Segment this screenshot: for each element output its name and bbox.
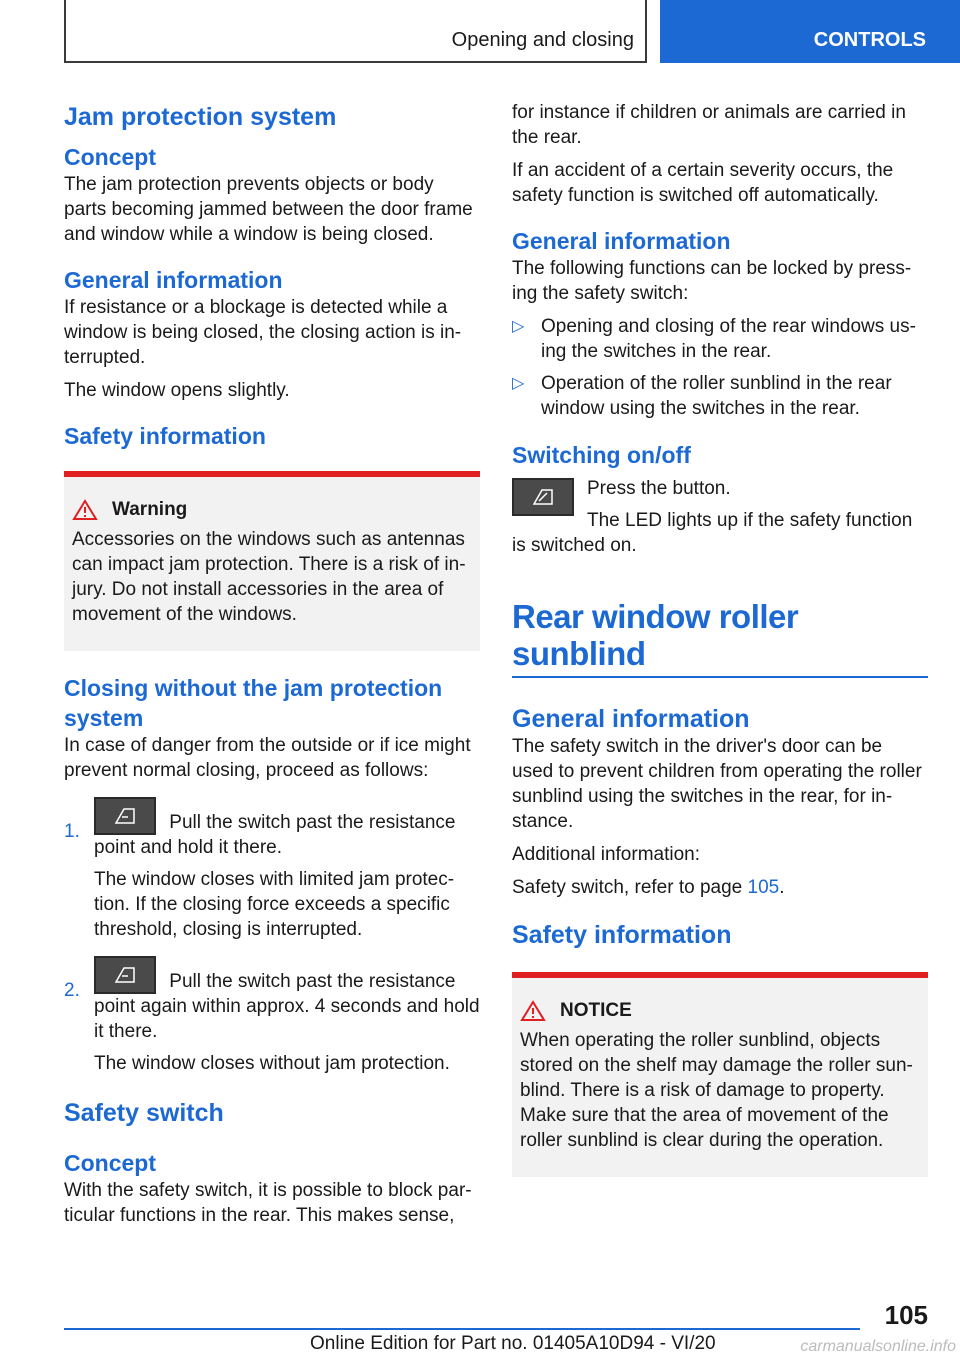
concept-text: The jam protection prevents objects or body parts becoming jammed between the door frame and window while a window is being closed.	[64, 174, 473, 245]
triangle-bullet-icon: ▷	[512, 318, 525, 335]
notice-title: NOTICE	[560, 1000, 632, 1021]
step-number: 1.	[64, 821, 80, 842]
window-switch-icon	[94, 797, 156, 835]
general-info-text-2: The window opens slightly.	[64, 380, 290, 401]
triangle-bullet-icon: ▷	[512, 375, 525, 392]
continued-text: for instance if children or animals are carried in the rear.	[512, 102, 906, 148]
step-subtext: The window closes with limited jam protec- tion. If the closing force exceeds a specific threshold, closing is interrupted.	[94, 869, 455, 940]
step-text: Pull the switch past the resistance point and hold it there.	[94, 812, 456, 858]
bullet-item: ▷ Opening and closing of the rear windows us- ing the switches in the rear.	[512, 316, 916, 362]
notice-text: When operating the roller sunblind, objects stored on the shelf may damage the roller sun- blind. There is a risk of damage to property. Make sure that the area of movement of the roller sunblind is clear during the operation.	[520, 1030, 913, 1151]
lock-functions-text: The following functions can be locked by press- ing the safety switch:	[512, 258, 912, 304]
warning-triangle-icon	[72, 499, 98, 521]
watermark: carmanualsonline.info	[800, 1338, 956, 1355]
heading-general-info-2: General information	[512, 228, 731, 254]
safety-switch-icon	[512, 478, 574, 516]
heading-rule	[512, 676, 928, 678]
heading-closing-without: Closing without the jam protection system	[64, 675, 443, 731]
warning-title: Warning	[112, 499, 188, 520]
step-number: 2.	[64, 980, 80, 1001]
edition-text: Online Edition for Part no. 01405A10D94 - VI/20	[310, 1333, 716, 1354]
left-column	[64, 100, 480, 1228]
heading-safety-info: Safety information	[64, 423, 266, 449]
right-column	[512, 100, 928, 1177]
general-info-text: If resistance or a blockage is detected while a window is being closed, the closing action is in- terrupted.	[64, 297, 462, 368]
led-text: is switched on.	[512, 535, 637, 556]
warning-box	[64, 471, 480, 651]
heading-switching: Switching on/off	[512, 442, 691, 468]
notice-triangle-icon	[520, 1000, 546, 1022]
step-text: Pull the switch past the resistance point again within approx. 4 seconds and hold it there.	[94, 971, 480, 1042]
heading-rear-sunblind: Rear window roller sunblind	[512, 598, 799, 672]
heading-safety-switch: Safety switch	[64, 1099, 224, 1127]
footer-rule	[64, 1328, 860, 1330]
page-link[interactable]: 105	[747, 877, 780, 898]
heading-concept-2: Concept	[64, 1150, 156, 1176]
bullet-list	[512, 314, 928, 421]
sunblind-info-text: The safety switch in the driver's door can be used to prevent children from operating the roller sunblind using the switches in the rear, for in- stance.	[512, 736, 922, 832]
heading-jam-protection: Jam protection system	[64, 103, 337, 131]
step-subtext: The window closes without jam protection.	[94, 1053, 450, 1074]
additional-info-label: Additional information:	[512, 844, 700, 865]
closing-text: In case of danger from the outside or if ice might prevent normal closing, proceed as follows:	[64, 735, 471, 781]
concept-text-2: With the safety switch, it is possible to block par- ticular functions in the rear. This makes sense,	[64, 1180, 472, 1226]
window-switch-icon	[94, 956, 156, 994]
accident-text: If an accident of a certain severity occurs, the safety function is switched off automatically.	[512, 160, 894, 206]
heading-general-info-3: General information	[512, 705, 750, 733]
page-number: 105	[884, 1300, 928, 1330]
heading-concept: Concept	[64, 144, 156, 170]
step-item	[64, 956, 480, 1076]
heading-general-info: General information	[64, 267, 283, 293]
switching-block	[512, 476, 928, 533]
step-list	[64, 797, 480, 1076]
page-reference: Safety switch, refer to page 105.	[512, 877, 785, 898]
notice-box	[512, 972, 928, 1177]
led-text-start: The LED lights up if the safety function	[587, 510, 913, 531]
bullet-item: ▷ Operation of the roller sunblind in the rear window using the switches in the rear.	[512, 373, 892, 419]
chapter-tab: CONTROLS	[660, 0, 960, 63]
section-title: Opening and closing	[451, 29, 634, 51]
press-text: Press the button.	[587, 478, 731, 499]
heading-safety-info-2: Safety information	[512, 921, 732, 949]
warning-text: Accessories on the windows such as antennas can impact jam protection. There is a risk of in- jury. Do not install accessories in the area of movement of the windows.	[72, 529, 466, 625]
step-item	[64, 797, 480, 942]
